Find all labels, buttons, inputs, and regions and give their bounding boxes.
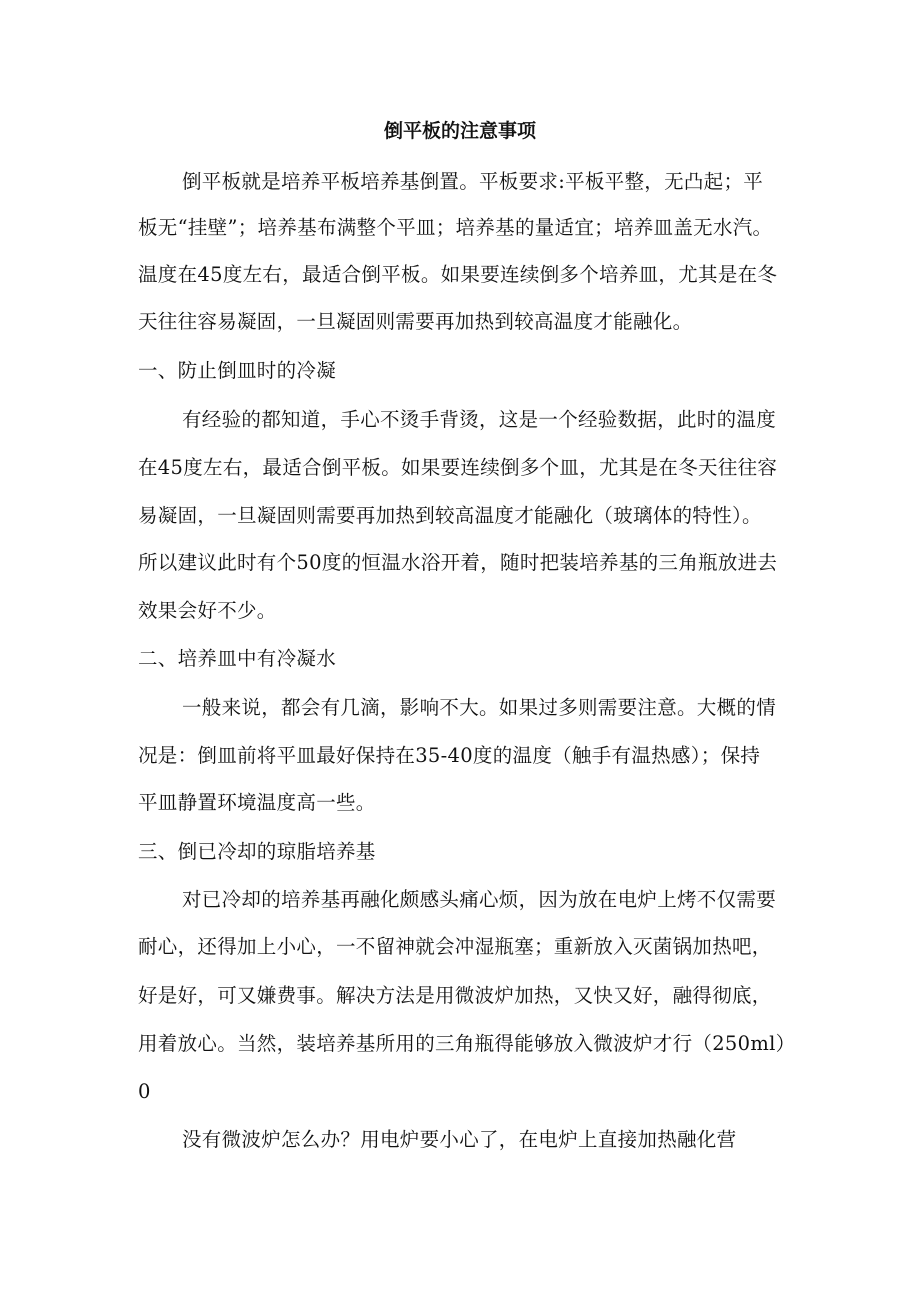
paragraph-line: 温度在45度左右，最适合倒平板。如果要连续倒多个培养皿，尤其是在冬 <box>138 263 778 286</box>
paragraph-line: 0 <box>138 1080 151 1103</box>
paragraph-line: 耐心，还得加上小心，一不留神就会冲湿瓶塞；重新放入灭菌锅加热吧， <box>138 935 772 958</box>
paragraph-line: 板无“挂壁”；培养基布满整个平皿；培养基的量适宜；培养皿盖无水汽。 <box>138 216 773 239</box>
paragraph-line: 效果会好不少。 <box>138 599 277 622</box>
section-heading: 二、培养皿中有冷凝水 <box>138 647 337 670</box>
paragraph-line: 用着放心。当然，装培养基所用的三角瓶得能够放入微波炉才行（250ml） <box>138 1032 796 1055</box>
paragraph-line: 平皿静置环境温度高一些。 <box>138 791 376 814</box>
paragraph-line: 对已冷却的培养基再融化颇感头痛心烦，因为放在电炉上烤不仅需要 <box>182 888 777 911</box>
section-heading: 三、倒已冷却的琼脂培养基 <box>138 840 376 863</box>
paragraph-line: 天往往容易凝固，一旦凝固则需要再加热到较高温度才能融化。 <box>138 310 693 333</box>
paragraph-line: 易凝固，一旦凝固则需要再加热到较高温度才能融化（玻璃体的特性）。 <box>138 504 762 527</box>
paragraph-line: 况是：倒皿前将平皿最好保持在35-40度的温度（触手有温热感）；保持 <box>138 744 761 767</box>
paragraph-line: 有经验的都知道，手心不烫手背烫，这是一个经验数据，此时的温度 <box>182 408 777 431</box>
document-title: 倒平板的注意事项 <box>383 120 536 142</box>
paragraph-line: 倒平板就是培养平板培养基倒置。平板要求:平板平整，无凸起；平 <box>182 170 764 193</box>
paragraph-line: 在45度左右，最适合倒平板。如果要连续倒多个皿，尤其是在冬天往往容 <box>138 456 778 479</box>
paragraph-line: 所以建议此时有个50度的恒温水浴开着，随时把装培养基的三角瓶放进去 <box>138 551 778 574</box>
paragraph-line: 好是好，可又嫌费事。解决方法是用微波炉加热，又快又好，融得彻底， <box>138 984 772 1007</box>
paragraph-line: 没有微波炉怎么办？用电炉要小心了，在电炉上直接加热融化营 <box>182 1128 737 1151</box>
section-heading: 一、防止倒皿时的冷凝 <box>138 359 337 382</box>
paragraph-line: 一般来说，都会有几滴，影响不大。如果过多则需要注意。大概的情 <box>182 696 777 719</box>
